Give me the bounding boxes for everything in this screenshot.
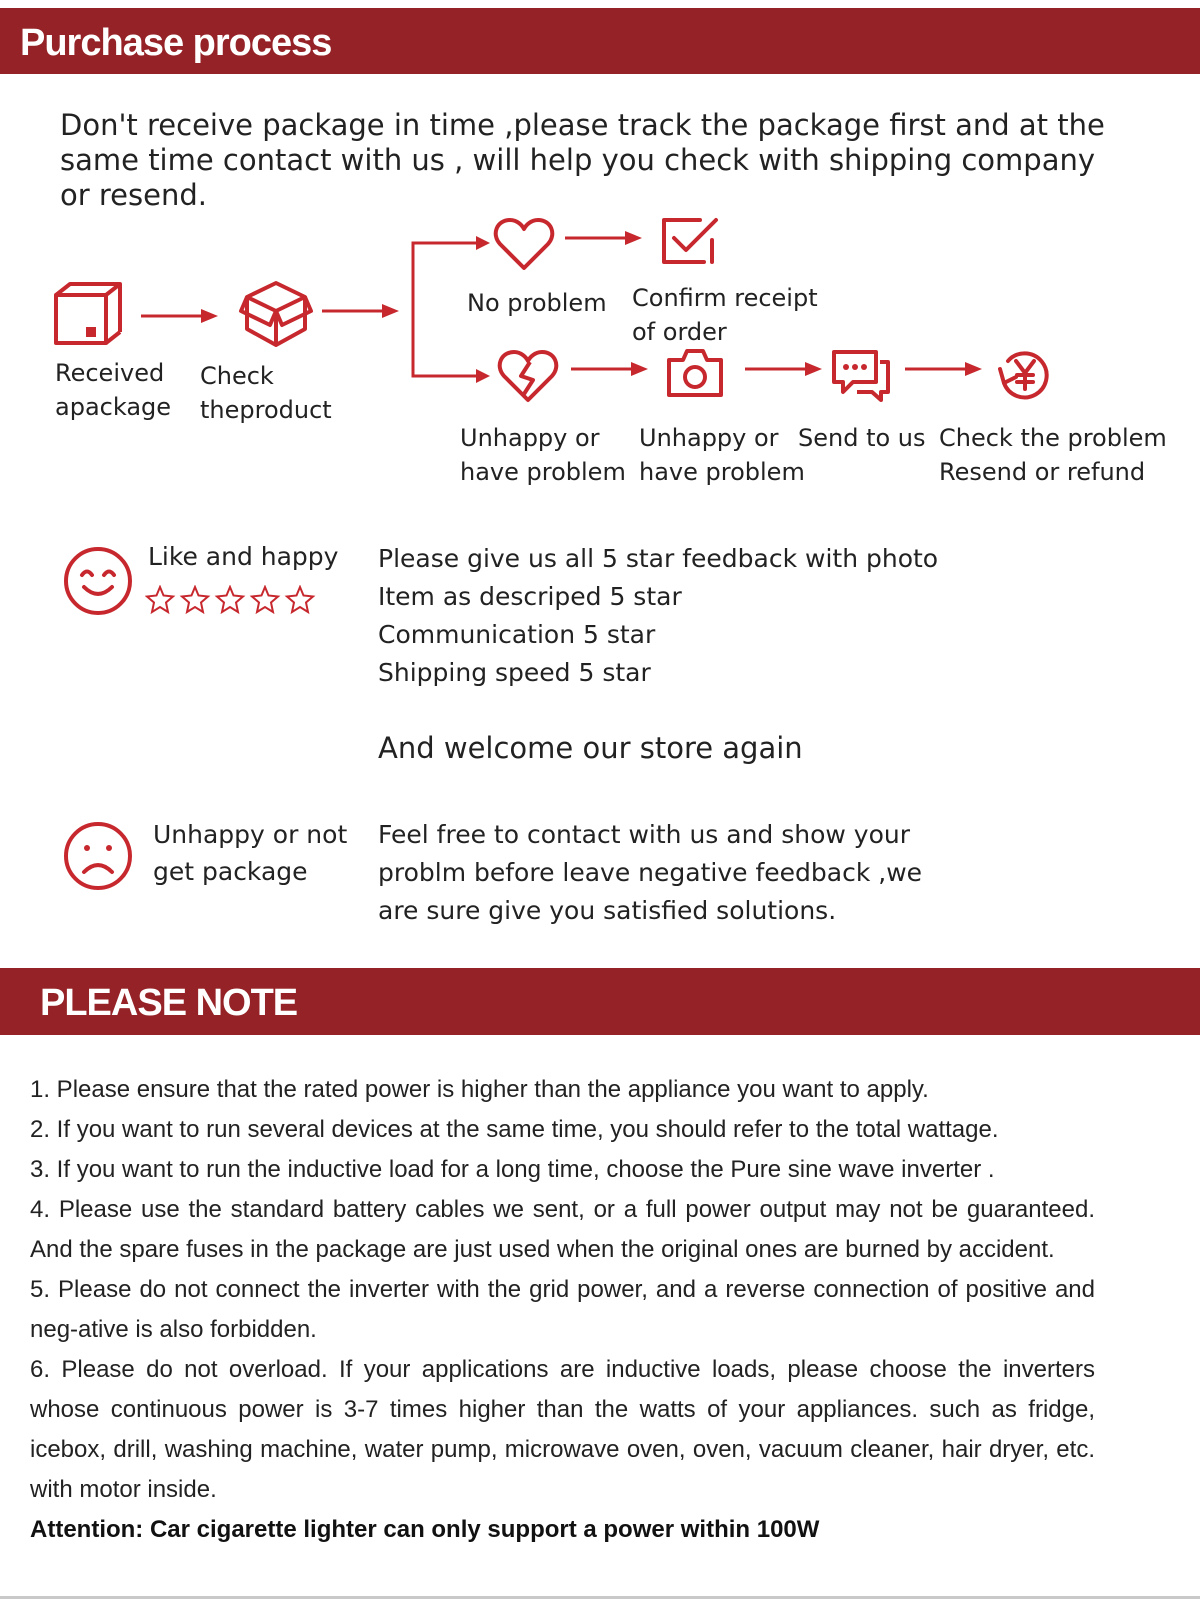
broken-heart-icon bbox=[497, 350, 559, 404]
sad-face-icon bbox=[62, 820, 134, 892]
confirm-line-1: Confirm receipt bbox=[632, 284, 818, 312]
unhappy-label-line-2: get package bbox=[153, 857, 308, 886]
happy-line-3: Communication 5 star bbox=[378, 620, 656, 649]
send-to-us-label: Send to us bbox=[798, 424, 926, 452]
arrow-icon bbox=[565, 230, 643, 246]
five-star-rating bbox=[145, 585, 325, 619]
chat-icon bbox=[831, 348, 891, 404]
please-note-banner bbox=[0, 968, 1200, 1035]
open-box-icon bbox=[241, 279, 311, 349]
resolve-line-1: Check the problem bbox=[939, 424, 1167, 452]
note-item-2: 2. If you want to run several devices at the same time, you should refer to the total wattage. bbox=[30, 1116, 999, 1143]
unhappy2-line-2: have problem bbox=[639, 458, 805, 486]
happy-line-1: Please give us all 5 star feedback with photo bbox=[378, 544, 939, 573]
arrow-icon bbox=[322, 303, 400, 319]
unhappy-label bbox=[153, 816, 347, 890]
confirm-receipt-label bbox=[632, 281, 818, 349]
note-item-6: 6. Please do not overload. If your applications are inductive loads, please choose the inverters whose continuous power is 3-7 times higher than the watts of your appliances. such as fridge, icebox, drill, washing machine, water pump, microwave oven, oven, vacuum cleaner, hair dryer, etc. with motor inside. bbox=[30, 1356, 1095, 1503]
camera-icon bbox=[665, 348, 725, 398]
note-item-5: 5. Please do not connect the inverter with the grid power, and a reverse connection of positive and neg-ative is also forbidden. bbox=[30, 1276, 1095, 1343]
smile-face-icon bbox=[62, 545, 134, 617]
received-line-1: Received bbox=[55, 359, 165, 387]
yen-refund-icon bbox=[996, 345, 1054, 403]
unhappy1-line-2: have problem bbox=[460, 458, 626, 486]
unhappy-problem-label-1 bbox=[460, 421, 626, 489]
confirm-line-2: of order bbox=[632, 318, 727, 346]
note-item-1: 1. Please ensure that the rated power is higher than the appliance you want to apply. bbox=[30, 1076, 929, 1103]
purchase-process-banner bbox=[0, 8, 1200, 74]
star-icon bbox=[182, 587, 208, 612]
no-problem-label: No problem bbox=[467, 289, 607, 317]
unhappy-text-line-2: problm before leave negative feedback ,we bbox=[378, 858, 923, 887]
star-icon bbox=[147, 587, 173, 612]
happy-line-2: Item as descriped 5 star bbox=[378, 582, 682, 611]
unhappy-label-line-1: Unhappy or not bbox=[153, 820, 348, 849]
arrow-icon bbox=[571, 361, 649, 377]
box-icon bbox=[52, 281, 124, 347]
resolve-label bbox=[939, 421, 1167, 489]
welcome-text: And welcome our store again bbox=[378, 731, 803, 765]
intro-text: Don't receive package in time ,please track the package first and at the same time contact with us , will help you check with shipping company or resend. bbox=[60, 108, 1105, 212]
unhappy1-line-1: Unhappy or bbox=[460, 424, 600, 452]
resolve-line-2: Resend or refund bbox=[939, 458, 1146, 486]
unhappy-text-line-3: are sure give you satisfied solutions. bbox=[378, 896, 837, 925]
unhappy-text-line-1: Feel free to contact with us and show your bbox=[378, 820, 911, 849]
star-icon bbox=[217, 587, 243, 612]
attention-note: Attention: Car cigarette lighter can only support a power within 100W bbox=[30, 1516, 820, 1543]
happy-feedback-text bbox=[378, 540, 938, 692]
notes-list bbox=[30, 1070, 1095, 1550]
received-package-label bbox=[55, 356, 171, 424]
arrow-icon bbox=[905, 361, 983, 377]
note-item-3: 3. If you want to run the inductive load for a long time, choose the Pure sine wave inverter . bbox=[30, 1156, 995, 1183]
arrow-icon bbox=[745, 361, 823, 377]
received-line-2: apackage bbox=[55, 393, 172, 421]
note-item-4: 4. Please use the standard battery cables we sent, or a full power output may not be guaranteed. And the spare fuses in the package are just used when the original ones are burned by accident. bbox=[30, 1196, 1095, 1263]
check-line-2: theproduct bbox=[200, 396, 332, 424]
happy-line-4: Shipping speed 5 star bbox=[378, 658, 651, 687]
checkbox-icon bbox=[660, 214, 720, 268]
heart-icon bbox=[493, 218, 555, 272]
purchase-process-title: Purchase process bbox=[20, 22, 332, 64]
arrow-icon bbox=[141, 308, 219, 324]
unhappy-feedback-text bbox=[378, 816, 922, 930]
like-happy-label: Like and happy bbox=[148, 542, 339, 571]
check-product-label bbox=[200, 359, 332, 427]
check-line-1: Check bbox=[200, 362, 274, 390]
star-icon bbox=[252, 587, 278, 612]
please-note-title: PLEASE NOTE bbox=[40, 982, 298, 1024]
unhappy2-line-1: Unhappy or bbox=[639, 424, 779, 452]
star-icon bbox=[287, 587, 313, 612]
unhappy-problem-label-2 bbox=[639, 421, 805, 489]
